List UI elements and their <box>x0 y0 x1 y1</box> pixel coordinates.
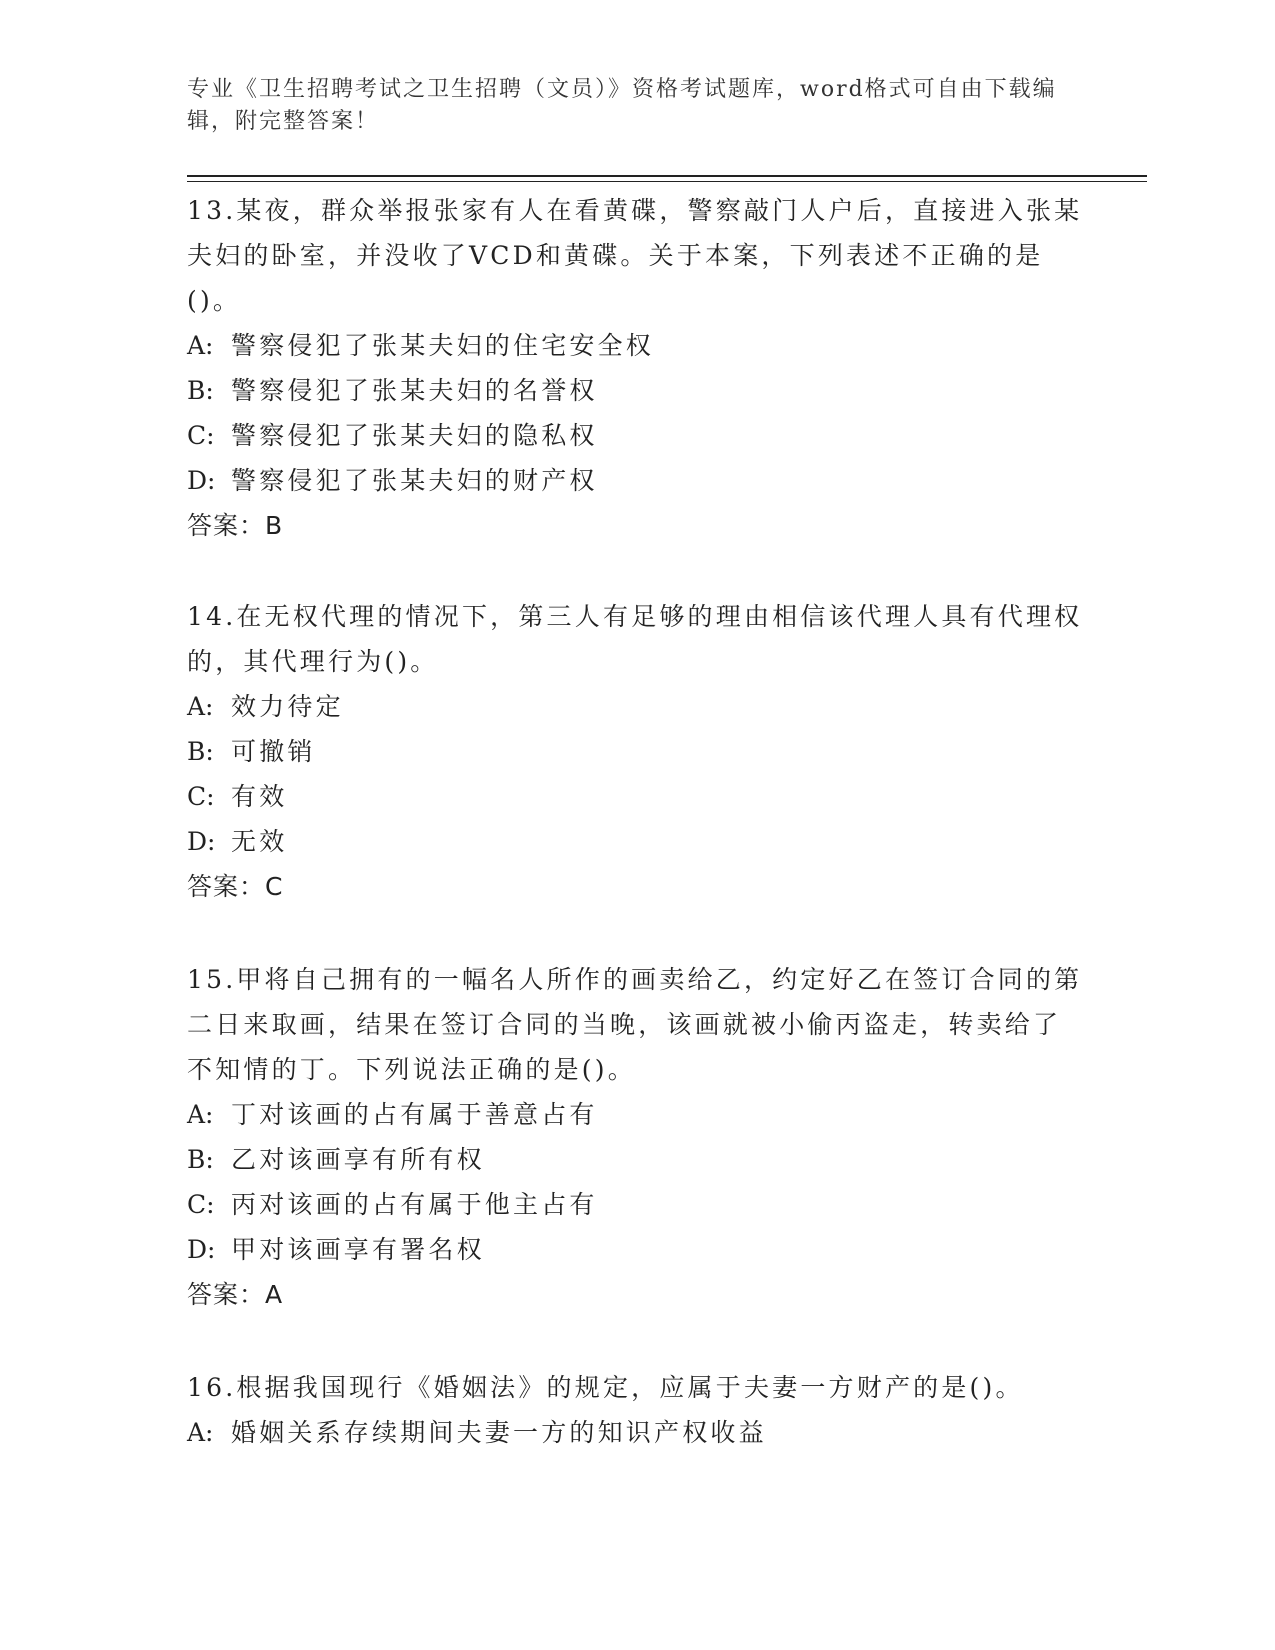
option-text: 丁对该画的占有属于善意占有 <box>231 1100 598 1129</box>
option-text: 丙对该画的占有属于他主占有 <box>231 1190 598 1219</box>
option-letter: C: <box>187 782 215 811</box>
option-text: 警察侵犯了张某夫妇的住宅安全权 <box>231 331 655 360</box>
answer-line: 答案：C <box>187 872 284 901</box>
question-15 <box>187 957 1087 1317</box>
option-letter: D: <box>187 466 216 495</box>
option-c <box>187 774 1087 819</box>
option-text: 乙对该画享有所有权 <box>231 1145 485 1174</box>
option-text: 效力待定 <box>231 692 344 721</box>
question-16 <box>187 1365 1087 1455</box>
option-b <box>187 1137 1087 1182</box>
question-stem: 16.根据我国现行《婚姻法》的规定，应属于夫妻一方财产的是()。 <box>187 1373 1024 1402</box>
option-text: 警察侵犯了张某夫妇的名誉权 <box>231 376 598 405</box>
option-letter: D: <box>187 827 216 856</box>
option-d <box>187 1227 1087 1272</box>
option-c <box>187 1182 1087 1227</box>
question-13 <box>187 188 1087 548</box>
option-text: 警察侵犯了张某夫妇的隐私权 <box>231 421 598 450</box>
option-text: 可撤销 <box>231 737 316 766</box>
option-text: 有效 <box>231 782 288 811</box>
option-letter: B: <box>187 1145 214 1174</box>
option-letter: C: <box>187 1190 215 1219</box>
answer-line: 答案：A <box>187 1280 284 1309</box>
option-c <box>187 413 1087 458</box>
option-a <box>187 684 1087 729</box>
header-rule-thick <box>187 175 1147 177</box>
option-letter: A: <box>187 1100 214 1129</box>
option-letter: B: <box>187 737 214 766</box>
option-letter: C: <box>187 421 215 450</box>
option-text: 警察侵犯了张某夫妇的财产权 <box>231 466 598 495</box>
option-letter: B: <box>187 376 214 405</box>
option-text: 无效 <box>231 827 288 856</box>
option-letter: A: <box>187 1418 214 1447</box>
answer-line: 答案：B <box>187 511 284 540</box>
option-d <box>187 458 1087 503</box>
document-header: 专业《卫生招聘考试之卫生招聘（文员）》资格考试题库，word格式可自由下载编辑，附完整答案！ <box>187 77 1057 134</box>
option-text: 甲对该画享有署名权 <box>231 1235 485 1264</box>
option-letter: A: <box>187 692 214 721</box>
question-stem: 15.甲将自己拥有的一幅名人所作的画卖给乙，约定好乙在签订合同的第二日来取画，结果在签订合同的当晚，该画就被小偷丙盗走，转卖给了不知情的丁。下列说法正确的是()。 <box>187 965 1083 1084</box>
option-letter: D: <box>187 1235 216 1264</box>
option-b <box>187 729 1087 774</box>
option-letter: A: <box>187 331 214 360</box>
question-14 <box>187 594 1087 909</box>
option-a <box>187 1092 1087 1137</box>
question-stem: 13.某夜，群众举报张家有人在看黄碟，警察敲门人户后，直接进入张某夫妇的卧室，并没收了VCD和黄碟。关于本案，下列表述不正确的是()。 <box>187 196 1083 315</box>
option-d <box>187 819 1087 864</box>
option-a <box>187 323 1087 368</box>
option-text: 婚姻关系存续期间夫妻一方的知识产权收益 <box>231 1418 767 1447</box>
option-b <box>187 368 1087 413</box>
option-a <box>187 1410 1087 1455</box>
header-rule-thin <box>187 181 1147 182</box>
question-stem: 14.在无权代理的情况下，第三人有足够的理由相信该代理人具有代理权的，其代理行为()。 <box>187 602 1083 676</box>
